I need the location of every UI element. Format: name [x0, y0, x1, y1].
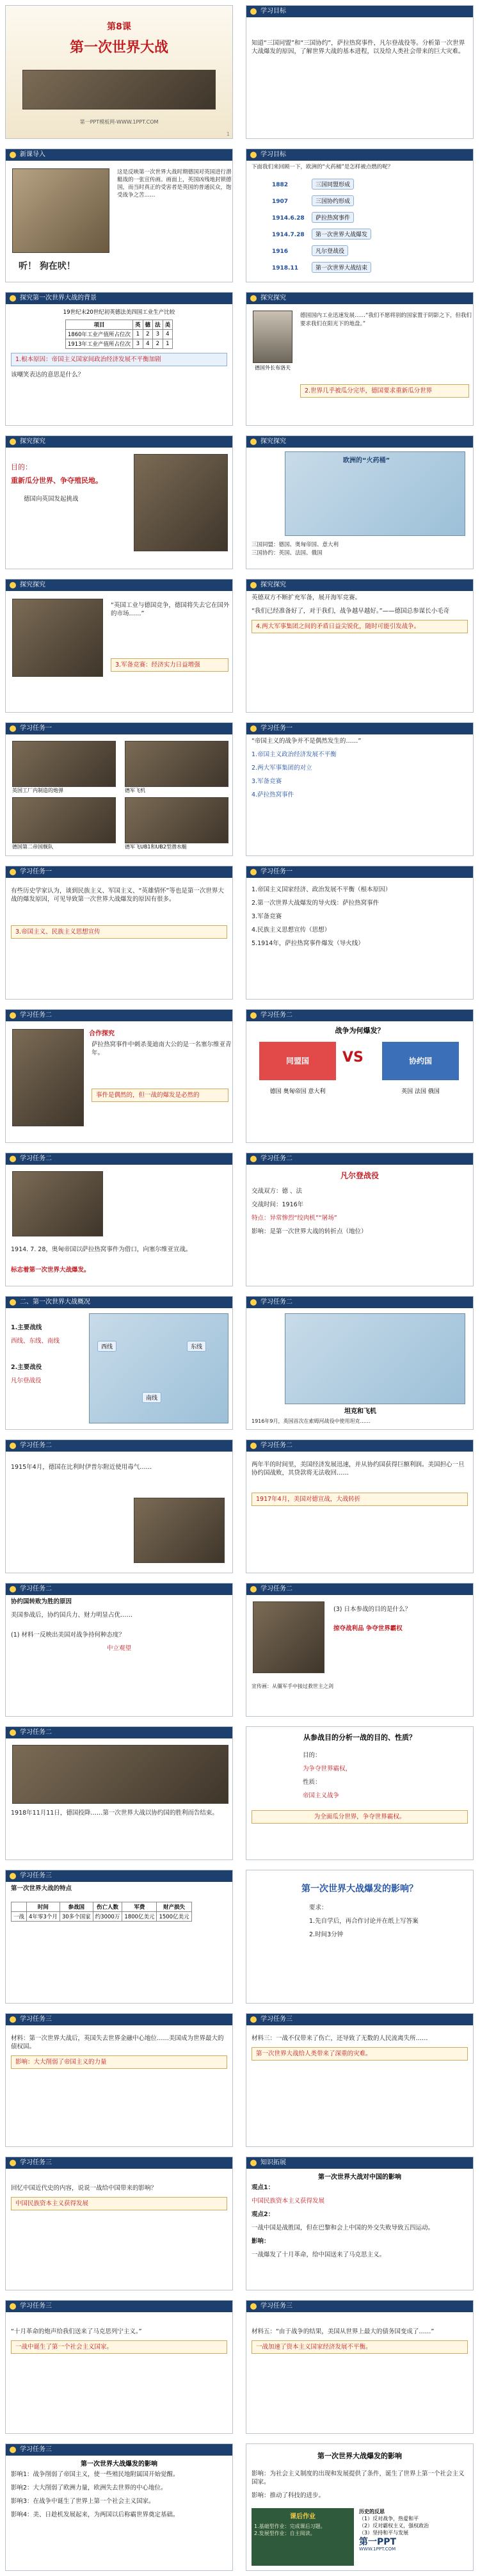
quote-text: “帝国主义的战争并不是偶然发生的……” [252, 738, 362, 745]
answer-text: 标志着第一次世界大战爆发。 [11, 1267, 90, 1274]
slide-header: 学习任务二 [20, 1012, 52, 1019]
propaganda-poster [253, 1601, 324, 1673]
slide-18 [246, 1153, 474, 1286]
impact-item: 影响：推动了科技的进步。 [252, 2492, 325, 2499]
slide-22 [246, 1439, 474, 1573]
answer-box: 一战中诞生了第一个社会主义国家。 [11, 2340, 227, 2354]
task-item: 2.时间3分钟 [309, 1931, 344, 1938]
quote-text: “我们已经准备好了，对于我们，战争越早越好。”——德国总参谋长小毛奇 [252, 608, 450, 615]
answer-text: 掠夺战利品 争夺世界霸权 [333, 1625, 403, 1632]
bullet-dot-icon [250, 439, 257, 445]
bullet-dot-icon [10, 1012, 16, 1019]
vs-label: VS [342, 1049, 364, 1065]
bullet-dot-icon [250, 1156, 257, 1162]
slide-title: 第一次世界大战爆发的影响 [317, 2452, 402, 2460]
material-text: 1915年4月，德国在比利时伊普尔附近使用毒气…… [11, 1464, 152, 1471]
material-text: 材料三：一战不仅带来了伤亡，还导致了无数的人民流离失所…… [252, 2035, 428, 2042]
battle-fact: 特点：异常惨烈“绞肉机”“屠场” [252, 1215, 337, 1222]
map-label: 南线 [142, 1392, 161, 1403]
central-powers-box: 同盟国 [259, 1042, 336, 1080]
assassination-photo [12, 1029, 84, 1126]
bullet-dot-icon [250, 1299, 257, 1306]
slide-15 [5, 1009, 233, 1143]
bullet-dot-icon [10, 1873, 16, 1879]
impact-item: 影响4：美、日趁机发展起来，为两国以后称霸世界奠定基础。 [11, 2511, 179, 2518]
cause-item: 2.第一次世界大战爆发的导火线：萨拉热窝事件 [252, 900, 380, 907]
table-header-row: 时间 参战国 伤亡人数 军费 财产损失 [12, 1902, 192, 1912]
bullet-dot-icon [250, 1443, 257, 1449]
bullet-dot-icon [10, 2447, 16, 2453]
answer-box: 4.两大军事集团之间的矛盾日益尖锐化，随时可能引发战争。 [252, 620, 468, 633]
propaganda-poster [12, 168, 109, 253]
slide-1: 第8课 第一次世界大战 第一PPT模板网-WWW.1PPT.COM 1 [5, 5, 233, 139]
fronts-map [89, 1313, 228, 1423]
slide-header: 学习任务三 [20, 2303, 52, 2310]
slide-3 [5, 149, 233, 282]
bullet-dot-icon [250, 1012, 257, 1019]
war-characteristics-table [11, 1902, 192, 1922]
root-cause-answer: 1.根本原因：帝国主义国家间政治经济发展不平衡加剧 [11, 353, 227, 366]
slide-5 [5, 292, 233, 426]
purpose-label: 目的： [11, 463, 32, 471]
section-label: 合作探究 [89, 1030, 115, 1037]
cause-item: 1.帝国主义国家经济、政治发展不平衡（根本原因） [252, 886, 392, 893]
table-row: 1913年工业产值所占位次 3 4 2 1 [65, 339, 172, 349]
slide-header: 学习任务二 [260, 1299, 292, 1306]
bullet-dot-icon [10, 1156, 16, 1162]
material-text: 1918年11月11日，德国投降……第一次世界大战以协约国的胜利而告结束。 [11, 1810, 218, 1817]
homework-title: 课后作业 [290, 2513, 316, 2520]
impact-label: 影响： [252, 2238, 270, 2245]
answer-box: 3.帝国主义、民族主义思想宣传 [11, 925, 227, 939]
slide-8 [246, 435, 474, 569]
central-members: 德国 奥匈帝国 意大利 [269, 1089, 326, 1095]
cause-item: 1.帝国主义政治经济发展不平衡 [252, 751, 337, 758]
slide-header: 二、第一次世界大战概况 [20, 1299, 90, 1306]
slide-header: 学习任务三 [20, 2016, 52, 2023]
quote-text: “十月革命的炮声给我们送来了马克思列宁主义。” [11, 2328, 142, 2335]
purpose-text: 重新瓜分世界、争夺殖民地。 [11, 476, 102, 485]
table-row: 1860年工业产值所占位次 1 2 3 4 [65, 330, 172, 339]
cause-item: 4.萨拉热窝事件 [252, 791, 294, 798]
answer-box: 1917年4月，美国对德宣战，大战转折 [252, 1493, 468, 1506]
impact-item: 影响1：战争削弱了帝国主义，使一些殖民地附属国开始觉醒。 [11, 2471, 179, 2478]
bullet-dot-icon [250, 2303, 257, 2310]
bullet-dot-icon [10, 2016, 16, 2023]
bullet-dot-icon [250, 1586, 257, 1592]
slide-header: 学习任务一 [20, 868, 52, 875]
impact-item: 影响3：在战争中诞生了世界上第一个社会主义国家。 [11, 2498, 155, 2505]
lesson-title: 第一次世界大战 [69, 40, 168, 56]
slide-4 [246, 149, 474, 282]
cause-item: 4.民族主义思想宣传（思想） [252, 927, 331, 934]
slide-28 [246, 1870, 474, 2004]
question-text: (1) 材料一反映出美国对战争持何种态度？ [11, 1632, 125, 1639]
homework-panel [252, 2508, 354, 2566]
slide-header: 探究探究 [260, 295, 286, 302]
task-item: 要求： [309, 1904, 328, 1911]
bullet-dot-icon [10, 869, 16, 875]
slide-header: 学习任务三 [20, 1872, 52, 1879]
slide-14 [246, 866, 474, 1000]
table-subtitle: 19世纪末20世纪初英德法美四国工业生产比较 [63, 309, 175, 316]
slide-30 [246, 2013, 474, 2147]
slide-26 [246, 1726, 474, 1860]
slide-20 [246, 1296, 474, 1430]
slide-header: 学习目标 [260, 151, 286, 158]
slide-title: 第一次世界大战的特点 [11, 1885, 72, 1892]
slide-header: 学习任务二 [20, 1155, 52, 1162]
slide-header: 学习任务一 [260, 725, 292, 732]
nature-text: 帝国主义战争 [303, 1792, 340, 1799]
slide-31 [5, 2157, 233, 2290]
reflection-panel [359, 2508, 469, 2566]
slide-23 [5, 1583, 233, 1717]
aircraft-photo [125, 741, 228, 787]
slide-header: 学习任务二 [20, 1729, 52, 1736]
bullet-dot-icon [250, 295, 257, 302]
slide-11 [5, 722, 233, 856]
slide-title: 坦克和飞机 [344, 1408, 376, 1415]
alliance-text: 三国同盟：德国、奥匈帝国、意大利 三国协约：英国、法国、俄国 [252, 542, 339, 556]
answer-box: 3.军备竞赛：经济实力日益增强 [111, 658, 228, 672]
slide-header: 探究探究 [20, 581, 45, 588]
slide-header: 学习任务二 [20, 1585, 52, 1592]
cause-item: 3.军备竞赛 [252, 913, 282, 920]
intro-text: 这是反映第一次世界大战时期德国对英国进行潜艇战的一张宣传画。画面上，英国凶残地封锁德国，而当时真正的受害者是英国的普通民众，饱受战争之苦…… [117, 169, 232, 198]
bullet-dot-icon [10, 1299, 16, 1306]
slide-title: 第一次世界大战爆发的影响 [81, 2461, 157, 2468]
cover-photo [22, 70, 216, 109]
battle-value: 凡尔登战役 [11, 1377, 42, 1384]
slide-35 [5, 2443, 233, 2571]
slide-title: 第一次世界大战爆发的影响？ [301, 1884, 418, 1894]
quote-text: 德国国内工业迅速发展……“我们不愿将别的国家置于阴影之下，但我们要求我们在阳光下的地盘。” [300, 312, 472, 327]
industry-rank-table [65, 320, 173, 349]
material-text: 萨拉热窝事件中刺杀斐迪南大公的是一名塞尔维亚青年。 [92, 1041, 232, 1057]
slide-header: 学习任务二 [260, 1155, 292, 1162]
bullet-dot-icon [10, 2160, 16, 2166]
cartoon-image [134, 454, 228, 551]
answer-box: 为全面瓜分世界，争夺世界霸权。 [252, 1810, 468, 1824]
answer-box: 影响：大大削弱了帝国主义的力量 [11, 2055, 227, 2069]
answer-box: 第一次世界大战给人类带来了深重的灾难。 [252, 2047, 468, 2061]
europe-map [285, 451, 465, 536]
reflection-item: （1）反对战争，热爱和平 [359, 2516, 419, 2522]
slide-10 [246, 579, 474, 713]
photo-caption: 德军飞UB1和UB2型潜水艇 [125, 844, 187, 850]
poster-caption: 宣传画：从僵军手中接过救世主之剑 [252, 1683, 333, 1689]
slide-32 [246, 2157, 474, 2290]
viewpoint-text: 中国民族资本主义获得发展 [252, 2198, 325, 2205]
viewpoint-label: 观点2： [252, 2211, 275, 2218]
slide-9 [5, 579, 233, 713]
reflection-item: （3）坚持和平与发展 [359, 2530, 409, 2536]
reflection-item: （2）反对霸权主义，强权政治 [359, 2523, 429, 2529]
portrait-caption: 德国外长布洛夫 [255, 365, 291, 371]
timeline [272, 177, 372, 277]
nature-label: 性质： [303, 1779, 321, 1786]
map-title: 欧洲的“火药桶” [343, 457, 390, 464]
battle-fact: 交战时间：1916年 [252, 1201, 304, 1208]
slide-21 [5, 1439, 233, 1573]
gas-attack-photo [134, 1498, 225, 1563]
aim-label: 目的： [303, 1752, 321, 1759]
factory-photo [12, 599, 103, 677]
slide-header: 学习任务二 [20, 1442, 52, 1449]
homework-item: 2.发展型作业：自主阅读。 [254, 2531, 316, 2536]
answer-box: 2.世界几乎被瓜分完毕，德国要求重新瓜分世界 [300, 384, 469, 398]
slide-header: 学习任务一 [20, 725, 52, 732]
cause-item: 2.两大军事集团的对立 [252, 765, 312, 772]
bullet-dot-icon [10, 2303, 16, 2310]
slide-header: 学习任务三 [20, 2159, 52, 2166]
bullet-dot-icon [250, 2016, 257, 2023]
impact-item: 影响：为社会主义制度的出现和发展提供了条件，诞生了世界上第一个社会主义国家。 [252, 2470, 465, 2486]
slide-19 [5, 1296, 233, 1430]
timeline-intro: 下面我们来回顾一下，欧洲的“火药桶”是怎样被点燃的呢？ [252, 164, 394, 170]
brand-logo: 第一PPT [359, 2537, 397, 2547]
battle-fact: 交战双方：德 、法 [252, 1188, 303, 1195]
bullet-dot-icon [250, 152, 257, 158]
portrait-photo [253, 311, 292, 363]
photo-caption: 德军飞机 [125, 788, 145, 793]
slide-header: 学习任务二 [260, 1442, 292, 1449]
lesson-number: 第8课 [107, 22, 131, 32]
bullet-dot-icon [250, 8, 257, 15]
bullet-dot-icon [250, 582, 257, 588]
slide-title: 战争为何爆发？ [335, 1026, 385, 1035]
timeline-row: 1916 凡尔登战役 [272, 244, 372, 257]
slide-6 [246, 292, 474, 426]
cause-item: 5.1914年，萨拉热窝事件爆发（导火线） [252, 940, 364, 947]
answer-box: 中国民族资本主义获得发展 [11, 2197, 227, 2210]
archduke-photo [12, 1171, 103, 1236]
photo-caption: 德国第二帝国舰队 [12, 844, 53, 850]
slide-2 [246, 5, 474, 139]
bullet-dot-icon [250, 2160, 257, 2166]
table-row: 一战 4年零3个月 30多个国家 约3000万 1800亿美元 1500亿美元 [12, 1912, 192, 1922]
slide-27 [5, 1870, 233, 2004]
slide-header: 探究第一次世界大战的背景 [20, 295, 97, 302]
answer-text: 中立观望 [106, 1645, 131, 1652]
slide-7 [5, 435, 233, 569]
material-text: 1916年9月，英国首次在索姆河战役中使用坦克…… [252, 1418, 371, 1424]
brand-url: WWW.1PPT.COM [359, 2547, 396, 2552]
slide-24 [246, 1583, 474, 1717]
site-footer: 第一PPT模板网-WWW.1PPT.COM [79, 119, 159, 125]
slide-33 [5, 2300, 233, 2434]
bullet-dot-icon [10, 439, 16, 445]
submarine-photo [125, 797, 228, 843]
allies-box: 协约国 [382, 1042, 459, 1080]
front-label: 1.主要战线 [11, 1324, 42, 1331]
slide-29 [5, 2013, 233, 2147]
impact-text: 一战爆发了十月革命，给中国送来了马克思主义。 [252, 2251, 386, 2258]
shells-photo [12, 741, 116, 787]
slide-36 [246, 2443, 474, 2571]
map-label: 西线 [97, 1341, 116, 1352]
slide-13 [5, 866, 233, 1000]
bullet-dot-icon [10, 725, 16, 732]
photo-caption: 英国工厂内制造的炮弹 [12, 788, 63, 793]
material-text: 美国参战后，协约国兵力、财力明显占优…… [11, 1612, 133, 1619]
battle-map [285, 1313, 465, 1404]
armistice-photo [12, 1745, 228, 1804]
answer-box: 事件是偶然的，但一战的爆发是必然的 [92, 1089, 228, 1102]
aim-text: 为争夺世界霸权， [303, 1765, 352, 1772]
slide-header: 探究探究 [260, 438, 286, 445]
slide-header: 学习任务一 [260, 868, 292, 875]
viewpoint-text: 一战中国是战胜国，但在巴黎和会上中国的外交失败导致五四运动。 [252, 2224, 435, 2232]
slide-25 [5, 1726, 233, 1860]
bullet-dot-icon [10, 1443, 16, 1449]
slide-header: 学习任务三 [260, 2303, 292, 2310]
bullet-dot-icon [10, 152, 16, 158]
question-text: 该嘲笑表达的意思是什么？ [11, 371, 84, 378]
bullet-dot-icon [250, 869, 257, 875]
slide-title: 凡尔登战役 [340, 1171, 379, 1180]
slide-title: 协约国转败为胜的原因 [11, 1598, 72, 1605]
timeline-row: 1918.11 第一次世界大战结束 [272, 261, 372, 274]
material-text: 1914. 7. 28，奥匈帝国以萨拉热窝事件为借口，向塞尔维亚宣战。 [11, 1246, 192, 1253]
slide-title: 第一次世界大战对中国的影响 [318, 2174, 401, 2181]
answer-box: 一战加速了资本主义国家经济发展不平衡。 [252, 2340, 468, 2354]
material-text: 有些历史学家认为，谈到民族主义、军国主义、“英雄情怀”等也是第一次世界大战的爆发原因，可见导致第一次世界大战爆发的原因有很多。 [11, 887, 224, 903]
slide-34 [246, 2300, 474, 2434]
material-text: 两年半的时间里，美国经济发展迅速，并从协约国获得巨额利润。美国担心一旦协约国战败，其贷款将无法收回…… [252, 1461, 465, 1477]
material-text: “英国工业与德国竞争，德国将失去它在国外的市场……” [111, 602, 230, 617]
reflection-title: 历史的反思 [359, 2509, 385, 2515]
viewpoint-label: 观点1： [252, 2184, 275, 2191]
battle-label: 2.主要战役 [11, 1364, 42, 1371]
slide-title: 从参战目的分析一战的目的、性质？ [303, 1733, 416, 1742]
question-text: (3) 日本参战的目的是什么？ [333, 1606, 411, 1613]
slide-header: 探究探究 [260, 581, 286, 588]
arms-race-text: 英德双方不断扩充军备，展开海军竞赛。 [252, 594, 362, 601]
timeline-row: 1907 三国协约形成 [272, 194, 372, 207]
slide-header: 学习任务三 [260, 2016, 292, 2023]
slide-header: 探究探究 [20, 438, 45, 445]
bullet-dot-icon [10, 1729, 16, 1736]
task-item: 1.先自学后，再合作讨论并在纸上写答案 [309, 1918, 419, 1925]
front-value: 西线、东线、南线 [11, 1338, 60, 1345]
battle-fact: 影响：是第一次世界大战的转折点（地位） [252, 1228, 367, 1235]
timeline-row: 1882 三国同盟形成 [272, 177, 372, 191]
slide-header: 知识拓展 [260, 2159, 286, 2166]
slide-17 [5, 1153, 233, 1286]
slide-header: 学习任务二 [260, 1012, 292, 1019]
material-text: 材料：第一次世界大战后，英国失去世界金融中心地位……美国成为世界最大的债权国。 [11, 2035, 224, 2050]
fleet-photo [12, 797, 116, 843]
bullet-dot-icon [10, 582, 16, 588]
challenge-text: 德国向英国发起挑战 [24, 496, 79, 503]
timeline-row: 1914.7.28 第一次世界大战爆发 [272, 227, 372, 241]
slide-16 [246, 1009, 474, 1143]
map-label: 东线 [187, 1341, 206, 1352]
bullet-dot-icon [10, 295, 16, 302]
slide-header: 学习目标 [260, 8, 286, 15]
allies-members: 英国 法国 俄国 [401, 1089, 440, 1095]
question-text: 回忆中国近代史的内容，说说一战给中国带来的影响？ [11, 2185, 157, 2192]
bullet-dot-icon [250, 725, 257, 732]
timeline-row: 1914.6.28 萨拉热窝事件 [272, 211, 372, 224]
learning-goals-text: 知道“三国同盟”和“三国协约”，萨拉热窝事件，凡尔登战役等。分析第一次世界大战爆发的原因，了解世界大战的基本进程，以及给人类社会带来的巨大灾难。 [252, 40, 465, 55]
slide-header: 学习任务三 [20, 2446, 52, 2453]
impact-item: 影响2：大大削弱了欧洲力量，欧洲失去世界的中心地位。 [11, 2484, 167, 2491]
cause-item: 3.军备竞赛 [252, 778, 282, 785]
poster-caption: 听！ 狗在吠！ [19, 261, 76, 271]
slide-12 [246, 722, 474, 856]
slide-header: 新课导入 [20, 151, 45, 158]
bullet-dot-icon [10, 1586, 16, 1592]
slide-header: 学习任务二 [260, 1585, 292, 1592]
homework-item: 1.基础型作业：完成课后习题。 [254, 2523, 326, 2529]
table-header-row: 项目 英 德 法 美 [65, 320, 172, 330]
material-text: 材料五：“由于战争的结果，美国从世界上最大的债务国变成了……” [252, 2328, 435, 2335]
